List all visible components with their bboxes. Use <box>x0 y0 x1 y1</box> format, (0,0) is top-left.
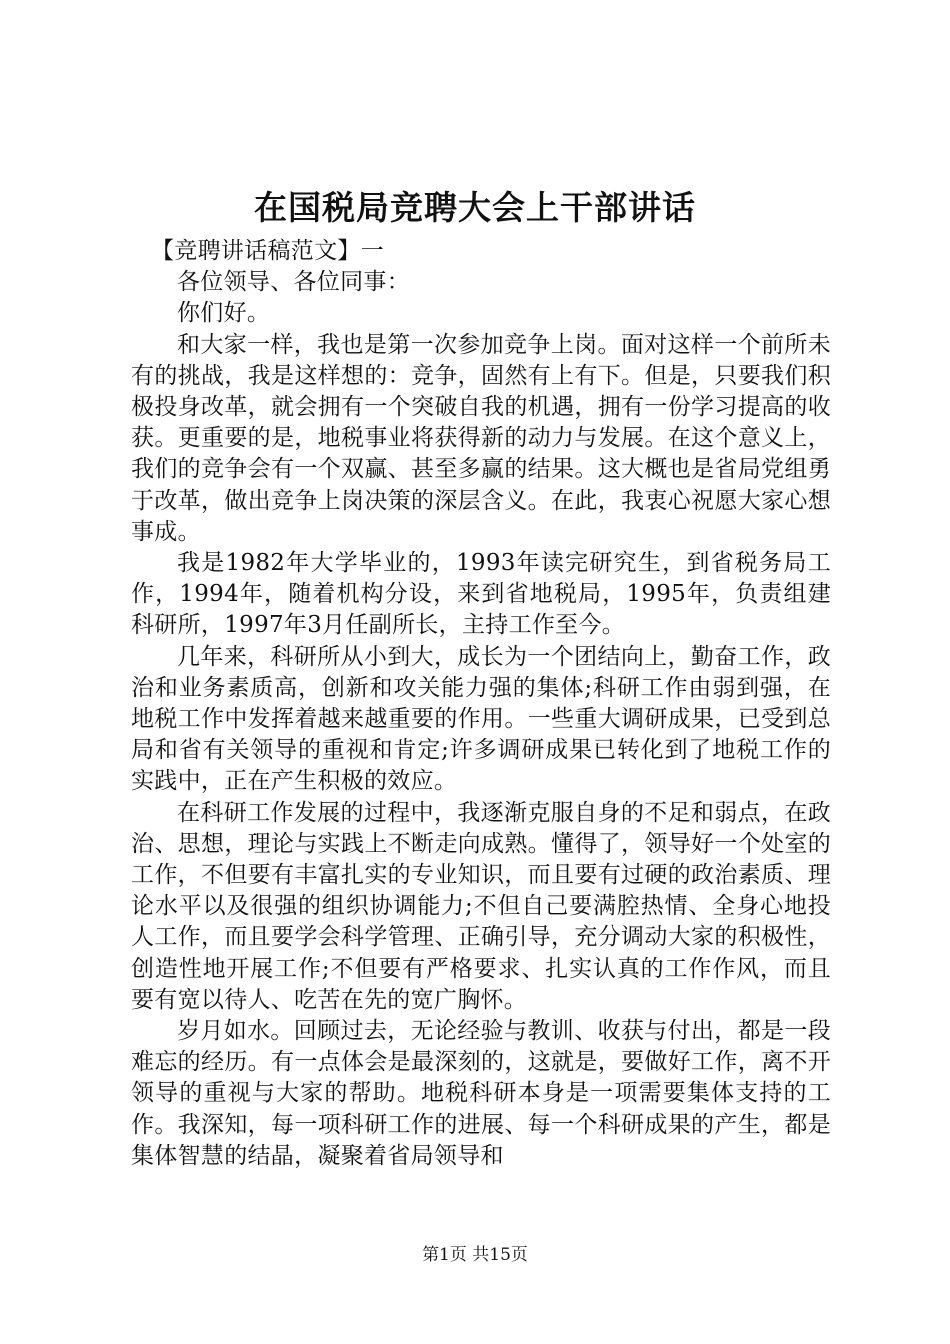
paragraph-text: 和大家一样，我也是第一次参加竞争上岗。面对这样一个前所未有的挑战，我是这样想的：竞争，固然有上有下。但是，只要我们积极投身改革，就会拥有一个突破自我的机遇，拥有一份学习提高的收获。更重要的是，地税事业将获得新的动力与发展。在这个意义上，我们的竞争会有一个双赢、甚至多赢的结果。这大概也是省局党组勇于改革，做出竞争上岗决策的深层含义。在此，我衷心祝愿大家心想事成。 <box>131 331 831 545</box>
paragraph-text: 我是1982年大学毕业的，1993年读完研究生，到省税务局工作，1994年，随着机构分设，来到省地税局，1995年，负责组建科研所，1997年3月任副所长，主持工作至今。 <box>131 550 831 639</box>
paragraph-text: 岁月如水。回顾过去，无论经验与教训、收获与付出，都是一段难忘的经历。有一点体会是最深刻的，这就是，要做好工作，离不开领导的重视与大家的帮助。地税科研本身是一项需要集体支持的工作。我深知，每一项科研工作的进展、每一个科研成果的产生，都是集体智慧的结晶，凝聚着省局领导和 <box>131 1018 831 1169</box>
paragraph-salutation: 各位领导、各位同事： <box>177 269 410 296</box>
paragraph-heading: 【竞聘讲话稿范文】一 <box>151 238 384 264</box>
document-body <box>131 236 831 1172</box>
paragraph-text: 在科研工作发展的过程中，我逐渐克服自身的不足和弱点，在政治、思想，理论与实践上不断走向成熟。懂得了，领导好一个处室的工作，不但要有丰富扎实的专业知识，而且要有过硬的政治素质、理论水平以及很强的组织协调能力;不但自己要满腔热情、全身心地投人工作，而且要学会科学管理、正确引导，充分调动大家的积极性，创造性地开展工作;不但要有严格要求、扎实认真的工作作风，而且要有宽以待人、吃苦在先的宽广胸怀。 <box>131 799 831 1013</box>
paragraph-greeting: 你们好。 <box>177 300 271 327</box>
paragraph-text: 几年来，科研所从小到大，成长为一个团结向上，勤奋工作，政治和业务素质高，创新和攻关能力强的集体;科研工作由弱到强，在地税工作中发挥着越来越重要的作用。一些重大调研成果，已受到总局和省有关领导的重视和肯定;许多调研成果已转化到了地税工作的实践中，正在产生积极的效应。 <box>131 643 831 795</box>
document-title: 在国税局竞聘大会上干部讲话 <box>254 188 696 227</box>
page-number-footer: 第1页 共15页 <box>422 1245 528 1265</box>
